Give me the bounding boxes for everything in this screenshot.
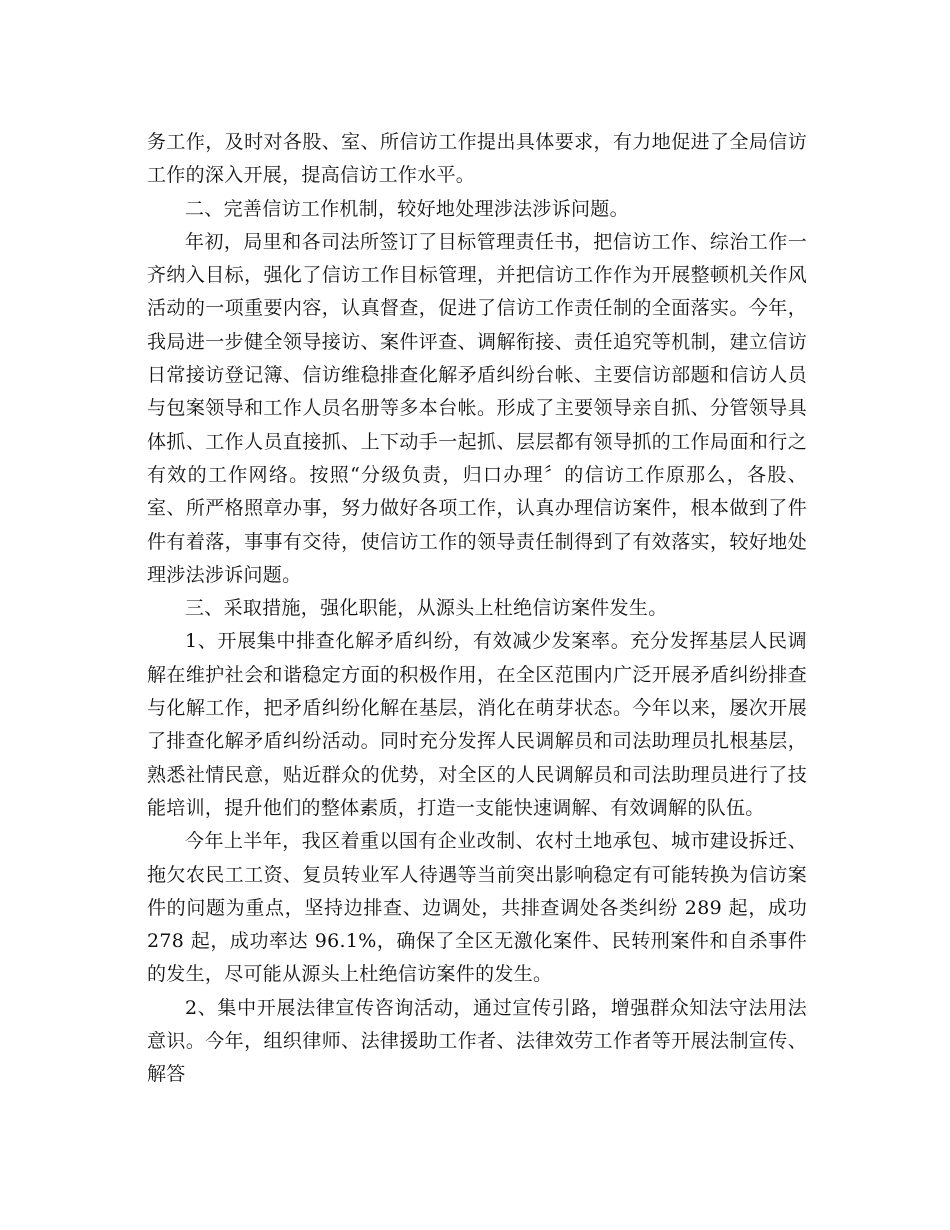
paragraph-mechanism: 年初，局里和各司法所签订了目标管理责任书，把信访工作、综治工作一齐纳入目标，强化了信访工作目标管理，并把信访工作作为开展整顿机关作风活动的一项重要内容，认真督查，促进了信访工作责任制的全面落实。今年，我局进一步健全领导接访、案件评查、调解衔接、责任追究等机制，建立信访日常接访登记簿、信访维稳排查化解矛盾纠纷台帐、主要信访部题和信访人员与包案领导和工作人员名册等多本台帐。形成了主要领导亲自抓、分管领导具体抓、工作人员直接抓、上下动手一起抓、层层都有领导抓的工作局面和行之有效的工作网络。按照“分级负责，归口办理〞的信访工作原那么，各股、室、所严格照章办事，努力做好各项工作，认真办理信访案件，根本做到了件件有着落，事事有交待，使信访工作的领导责任制得到了有效落实，较好地处理涉法涉诉问题。 xyxy=(147,230,807,586)
paragraph-first-half-results: 今年上半年，我区着重以国有企业改制、农村土地承包、城市建设拆迁、拖欠农民工工资、复员转业军人待遇等当前突出影响稳定有可能转换为信访案件的问题为重点，坚持边排查、边调处，共排查调处各类纠纷 289 起，成功 278 起，成功率达 96.1%，确保了全区无激化案件、民转刑案件和自杀事件的发生，尽可能从源头上杜绝信访案件的发生。 xyxy=(147,830,807,986)
paragraph-legal-publicity: 2、集中开展法律宣传咨询活动，通过宣传引路，增强群众知法守法用法意识。今年，组织律师、法律援助工作者、法律效劳工作者等开展法制宣传、解答 xyxy=(147,996,807,1086)
section-heading-two: 二、完善信访工作机制，较好地处理涉法涉诉问题。 xyxy=(185,197,629,220)
paragraph-dispute-resolution: 1、开展集中排查化解矛盾纠纷，有效减少发案率。充分发挥基层人民调解在维护社会和谐稳定方面的积极作用，在全区范围内广泛开展矛盾纠纷排查与化解工作，把矛盾纠纷化解在基层，消化在萌芽状态。今年以来，屡次开展了排查化解矛盾纠纷活动。同时充分发挥人民调解员和司法助理员扎根基层，熟悉社情民意，贴近群众的优势，对全区的人民调解员和司法助理员进行了技能培训，提升他们的整体素质，打造一支能快速调解、有效调解的队伍。 xyxy=(147,630,807,819)
document-body xyxy=(147,126,807,1092)
section-heading-three: 三、采取措施，强化职能，从源头上杜绝信访案件发生。 xyxy=(185,597,668,620)
paragraph-continuation: 务工作，及时对各股、室、所信访工作提出具体要求，有力地促进了全局信访工作的深入开展，提高信访工作水平。 xyxy=(147,131,807,187)
